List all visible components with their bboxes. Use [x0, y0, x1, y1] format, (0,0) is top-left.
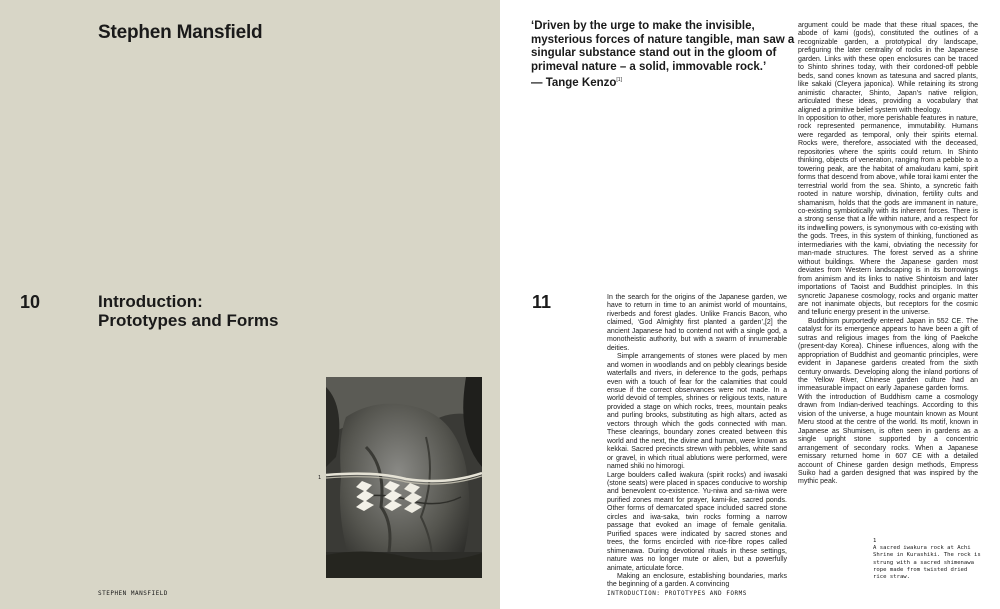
chapter-number-left: 10: [20, 292, 41, 312]
epigraph-attribution: [531, 77, 622, 89]
paragraph: In the search for the origins of the Japanese garden, we have to return in time to an animist world of mountains, riverbeds and forest glades. Unlike Francis Bacon, who claimed, ‘God Almighty first planted a garden’,[2] the ancient Japanese had to contend not with a single god, a monotheistic authority, but with a swarm of innumerable deities.: [607, 294, 787, 352]
running-head-right: INTRODUCTION: PROTOTYPES AND FORMS: [607, 590, 747, 597]
epigraph-quote: ‘Driven by the urge to make the invisible, mysterious forces of nature tangible, man saw a singular substance stand out in the gloom of primeval nature – a solid, immovable rock.’: [531, 20, 795, 73]
paragraph: Buddhism purportedly entered Japan in 552 CE. The catalyst for its emergence appears to have been a gift of sutras and religious images from the king of Paekche (present-day Korea). Chinese influences, along with the appropriation of Buddhist and geomantic principles, were evident in Japanese gardens created from the sixth century onwards. Developing along the inland portions of the Yellow River, Chinese garden culture had an immeasurable impact on early Japanese garden forms.: [798, 317, 978, 393]
running-head-left: STEPHEN MANSFIELD: [98, 590, 168, 597]
body-column-right: [798, 22, 978, 487]
figure-photo: [326, 377, 482, 578]
caption-number: 1: [873, 538, 877, 544]
author-name: Stephen Mansfield: [98, 22, 263, 43]
iwakura-rock-image: [326, 377, 482, 578]
paragraph: Large boulders called iwakura (spirit rocks) and iwasaki (stone seats) were placed in spaces conducive to worship and benevolent co-existence. Yu-niwa and sa-niwa were purified zones meant for prayer, kami-ike, sacred ponds. Other forms of demarcated space included sacred stone circles and iwa-saka, twin rocks forming a narrow passage that evoked an image of female genitalia. Purified spaces were indicated by sacred stones and trees, the forms encircled with rice-fibre ropes called shimenawa. During devotional rituals in these settings, nature was no longer mute or alien, but a powerfully animate, articulate force.: [607, 471, 787, 572]
chapter-number-right: 11: [532, 292, 552, 312]
chapter-title-line-1: Introduction:: [98, 292, 203, 311]
paragraph: With the introduction of Buddhism came a cosmology drawn from Indian-derived teachings. According to this vision of the universe, a huge mountain known as Mount Meru stood at the centre of the world. Its motif, known in Japanese as Shumisen, is often seen in gardens as a single upright stone supported by a concentric arrangement of secondary rocks. When a Japanese emissary returned home in 607 CE with a detailed account of Chinese garden design methods, Empress Suiko had a garden designed that was inspired by the mythic peak.: [798, 393, 978, 486]
paragraph: In opposition to other, more perishable features in nature, rock represented permanence, immutability. Humans were regarded as temporal, only their spirits eternal. Rocks were, therefore, associated with the deceased, repositories where the spirits could return. In Shinto thinking, objects of veneration, ranging from a pebble to a towering peak, are the habitat of amakudaru kami, spirit forms that descend from above, while torai kami enter the terrestrial world from the sea. Shinto, a syncretic faith rooted in nature worship, divination, fertility cults and shamanism, holds that the gods are immanent in nature, co-existing symbiotically with its inherent forces. There is a strong sense that a life within nature, and a respect for its indwelling powers, is synonymous with co-existing with the gods. Trees, in this system of thinking, functioned as intermediaries with the kami, obviating the necessity for man-made structures. The forest served as a shrine without buildings. Where the Japanese garden most deviates from Western landscaping is in its borrowings from animism and its links to native Shintoism and later importations of Taoist and Buddhist principles. In this syncretic Japanese cosmology, rocks and organic matter are not inanimate objects, but receptors for the cosmic and telluric energy present in the universe.: [798, 114, 978, 317]
figure-caption: [873, 538, 983, 581]
body-column-middle: [607, 294, 787, 590]
chapter-title-line-2: Prototypes and Forms: [98, 311, 279, 330]
paragraph: Making an enclosure, establishing boundaries, marks the beginning of a garden. A convincing: [607, 572, 787, 589]
chapter-title: [98, 292, 348, 330]
epigraph-note-ref: [1]: [616, 77, 622, 83]
caption-text: A sacred iwakura rock at Achi Shrine in Kurashiki. The rock is strung with a sacred shimenawa rope made from twisted dried rice straw.: [873, 545, 981, 581]
epigraph-author: — Tange Kenzo: [531, 77, 617, 89]
figure-number: 1: [318, 475, 322, 481]
paragraph: argument could be made that these ritual spaces, the abode of kami (gods), constituted the outlines of a recognizable garden, a prototypical dry landscape, prefiguring the later centrality of rocks in the Japanese garden. Links with these open enclosures can be traced to Shinto shrines today, with their cordoned-off pebble beds, sand cones known as tatesuna and sacred plants, like sakaki (Cleyera japonica). While retaining its strong animistic character, Shinto, Japan’s native religion, articulated these ideas, providing a vocabulary that aligned a primitive belief system with theology.: [798, 22, 978, 114]
paragraph: Simple arrangements of stones were placed by men and women in woodlands and on pebbly clearings beside waterfalls and rivers, in deference to the gods, perhaps even with a touch of fear for the calamities that could ensue if the correct observances were not made. In a world devoid of temples, shrines or religious texts, nature provided a stage on which rocks, trees, mountain peaks and purling brooks, substituting as high altars, acted as vectors through which the gods connected with man. These clearings, boundary zones created between this world and the next, the divine and human, were known as kekkai. Sacred precincts strewn with pebbles, white sand or gravel, in which ritual ablutions were performed, were named shiki no himorogi.: [607, 353, 787, 471]
